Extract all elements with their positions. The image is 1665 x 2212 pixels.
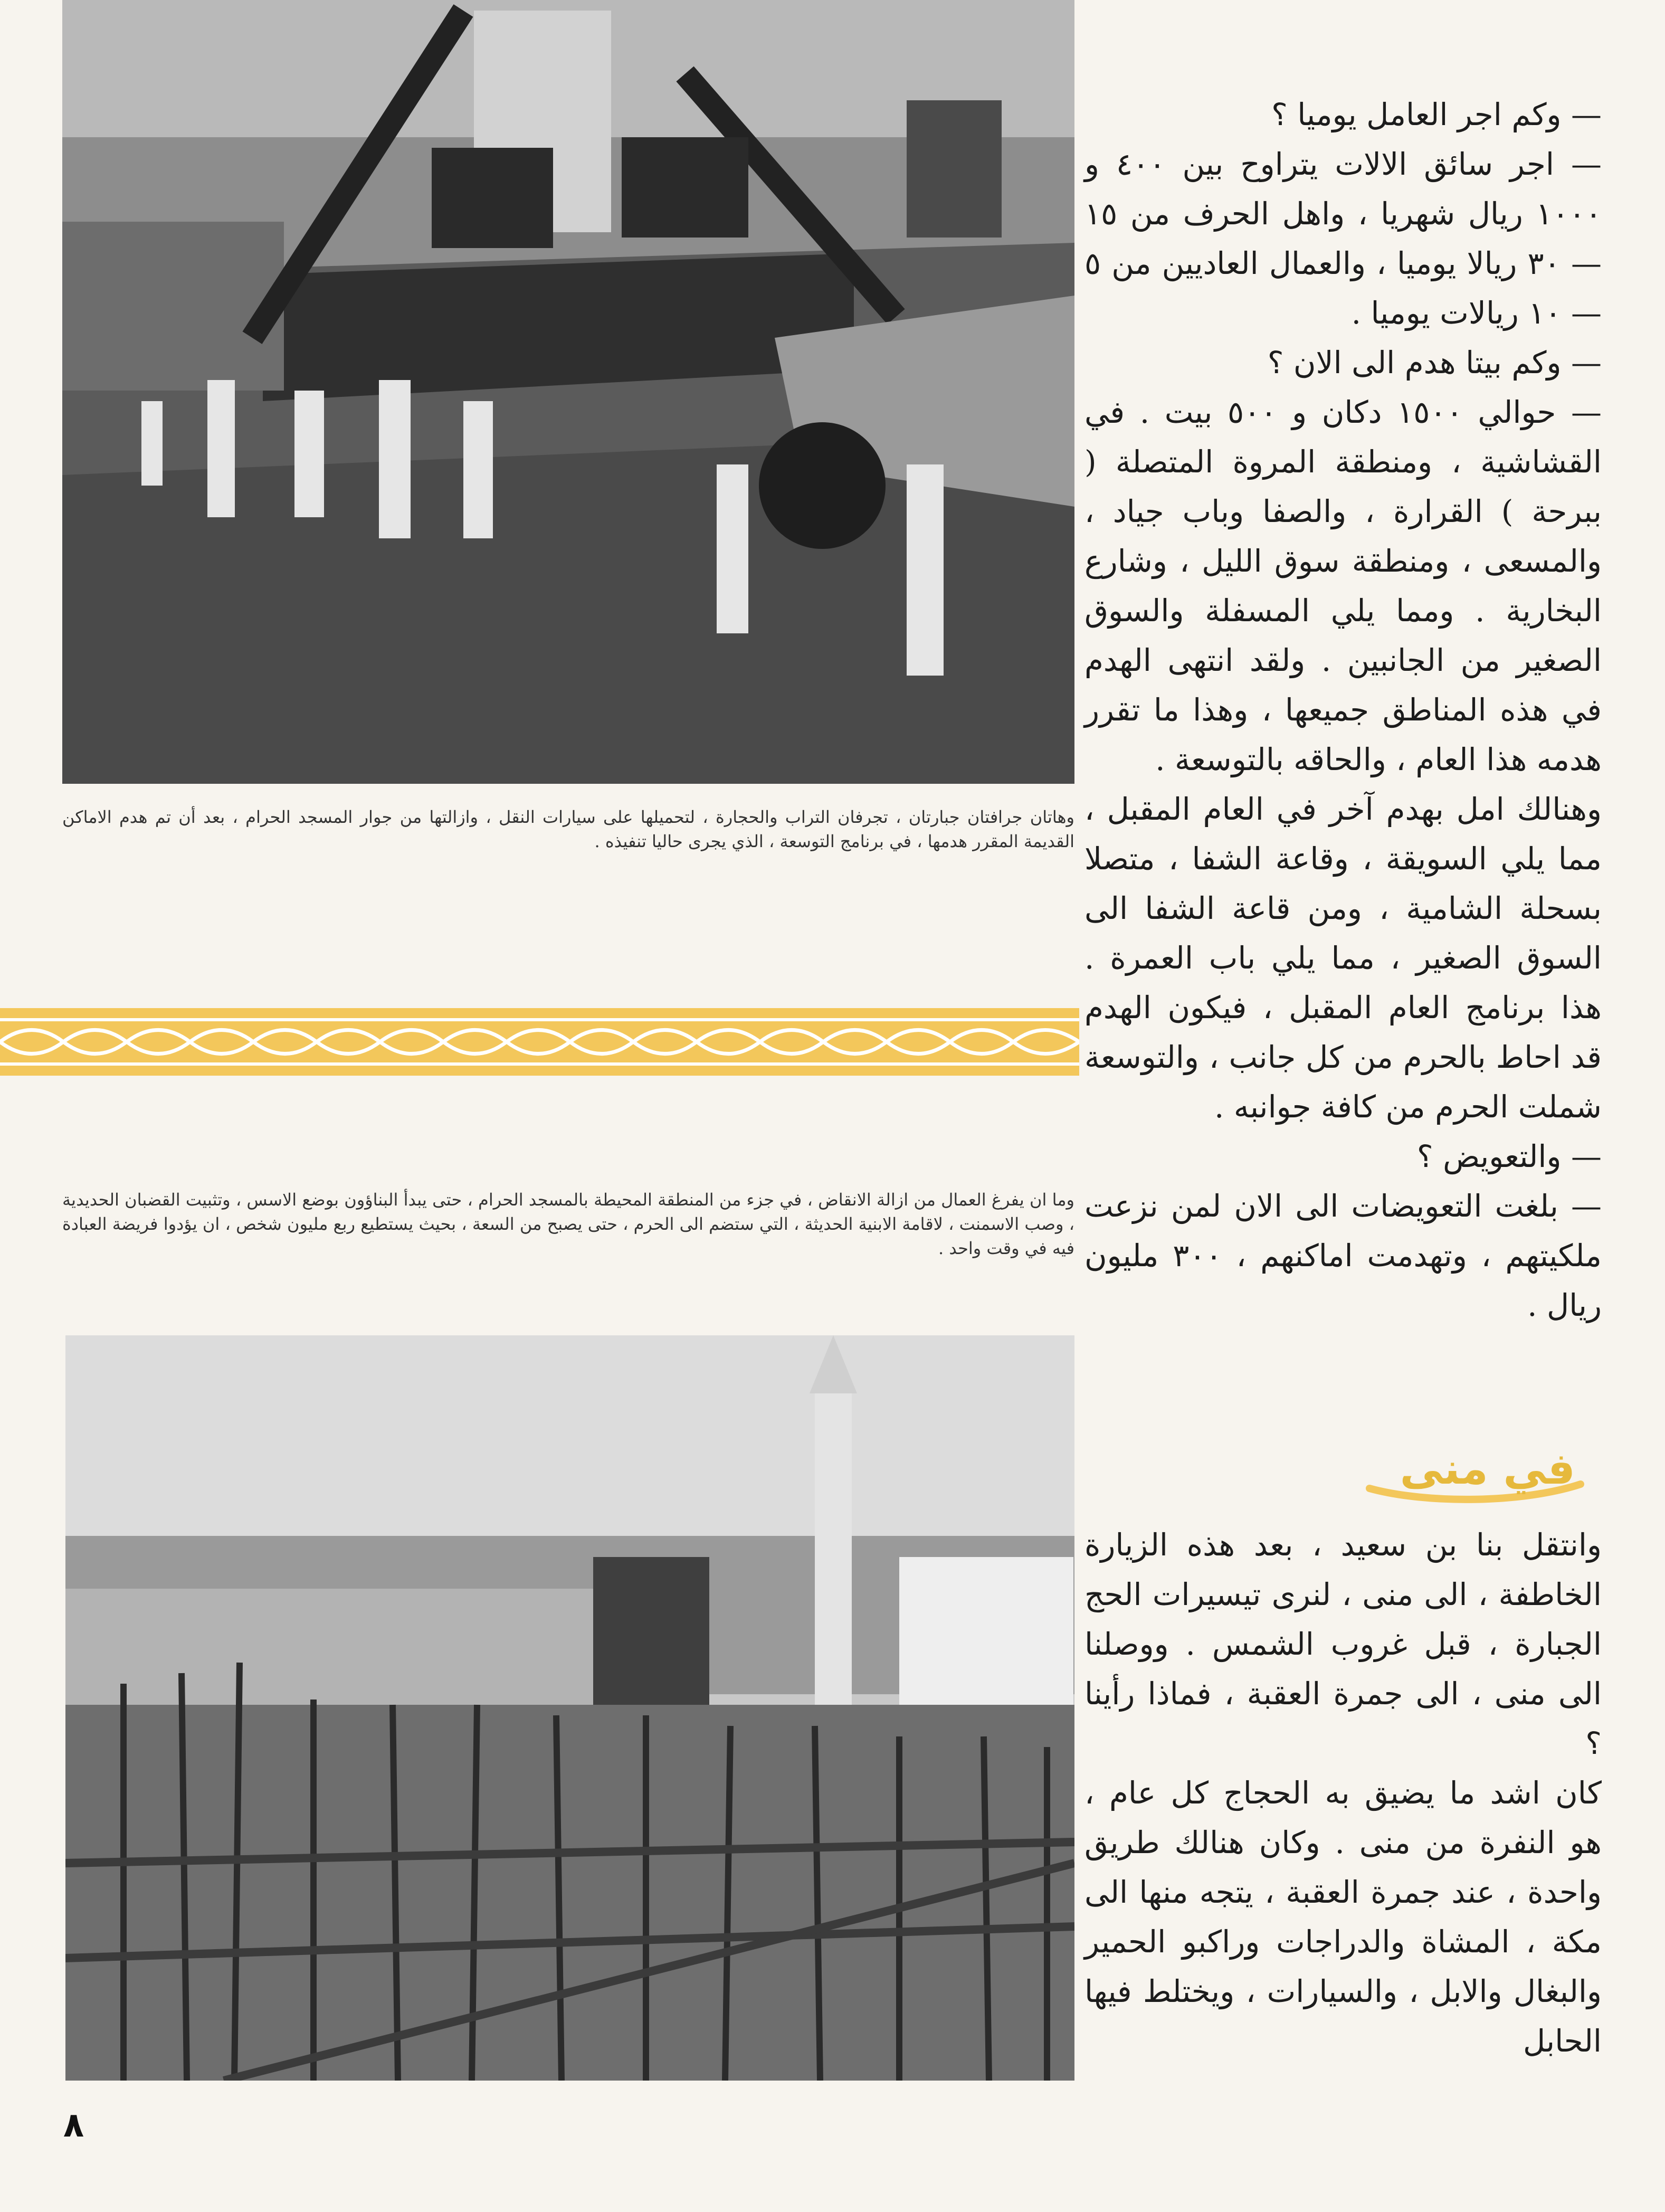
decorative-band xyxy=(0,1008,1079,1076)
paragraph: — حوالي ١٥٠٠ دكان و ٥٠٠ بيت . في القشاشية ، ومنطقة المروة المتصلة ( ببرحة ) القرارة ، والصفا وباب جياد ، والمسعى ، ومنطقة سوق الليل ، وشارع البخارية . ومما يلي المسفلة والسوق الصغير من الجانبين . ولقد انتهى الهدم في هذه المناطق جميعها ، وهذا ما تقرر هدمه هذا العام ، والحاقه بالتوسعة . xyxy=(1084,394,1602,777)
paragraph: وانتقل بنا بن سعيد ، بعد هذه الزيارة الخاطفة ، الى منى ، لنرى تيسيرات الحج الجبارة ، قبل غروب الشمس . ووصلنا الى منى ، الى جمرة العقبة ، فماذا رأينا ؟ xyxy=(1084,1527,1602,1761)
paragraph: — والتعويض ؟ xyxy=(1416,1138,1602,1174)
photo-excavators xyxy=(62,0,1074,784)
caption-excavators: وهاتان جرافتان جبارتان ، تجرفان التراب والحجارة ، لتحميلها على سيارات النقل ، وازالتها من جوار المسجد الحرام ، بعد أن تم هدم الاماكن القديمة المقرر هدمها ، في برنامج التوسعة ، الذي يجرى حاليا تنفيذه . xyxy=(62,807,1074,851)
paragraph: — وكم بيتا هدم الى الان ؟ xyxy=(1267,345,1602,381)
paragraph: — بلغت التعويضات الى الان لمن نزعت ملكيتهم ، وتهدمت اماكنهم ، ٣٠٠ مليون ريال . xyxy=(1084,1188,1602,1323)
paragraph: كان اشد ما يضيق به الحجاج كل عام ، هو النفرة من منى . وكان هنالك طريق واحدة ، عند جمرة العقبة ، يتجه منها الى مكة ، المشاة والدراجات وراكبو الحمير والبغال والابل ، والسيارات ، ويختلط فيها الحابل xyxy=(1084,1775,1602,2059)
article-column-bottom xyxy=(1084,1520,1602,2066)
section-heading-text: في منى xyxy=(1400,1444,1575,1494)
photo-excavators-illustration xyxy=(62,0,1074,784)
photo-construction-site xyxy=(65,1335,1074,2081)
paragraph: وهنالك امل بهدم آخر في العام المقبل ، مما يلي السويقة ، وقاعة الشفا ، متصلا بسحلة الشامية ، ومن قاعة الشفا الى السوق الصغير ، مما يلي باب العمرة . هذا برنامج العام المقبل ، فيكون الهدم قد احاط بالحرم من كل جانب ، والتوسعة شملت الحرم من كافة جوانبه . xyxy=(1084,791,1602,1125)
paragraph: — وكم اجر العامل يوميا ؟ xyxy=(1271,97,1602,132)
article-column-top xyxy=(1084,90,1602,1330)
page-number: ٨ xyxy=(63,2106,84,2145)
paragraph: — اجر سائق الالات يتراوح بين ٤٠٠ و ١٠٠٠ ريال شهريا ، واهل الحرف من ١٥ — ٣٠ ريالا يوميا ، والعمال العاديين من ٥ — ١٠ ريالات يوميا . xyxy=(1084,146,1602,331)
ornament-pattern xyxy=(0,1008,1079,1076)
caption-construction: وما ان يفرغ العمال من ازالة الانقاض ، في جزء من المنطقة المحيطة بالمسجد الحرام ، حتى يبدأ البناؤون بوضع الاسس ، وتثبيت القضبان الحديدية ، وصب الاسمنت ، لاقامة الابنية الحديثة ، التي ستضم الى الحرم ، حتى يصبح من السعة ، بحيث يستطيع ربع مليون شخص ، ان يؤدوا فريضة العبادة فيه في وقت واحد . xyxy=(62,1190,1074,1258)
section-heading xyxy=(1364,1436,1586,1504)
photo-construction-illustration xyxy=(65,1335,1074,2081)
